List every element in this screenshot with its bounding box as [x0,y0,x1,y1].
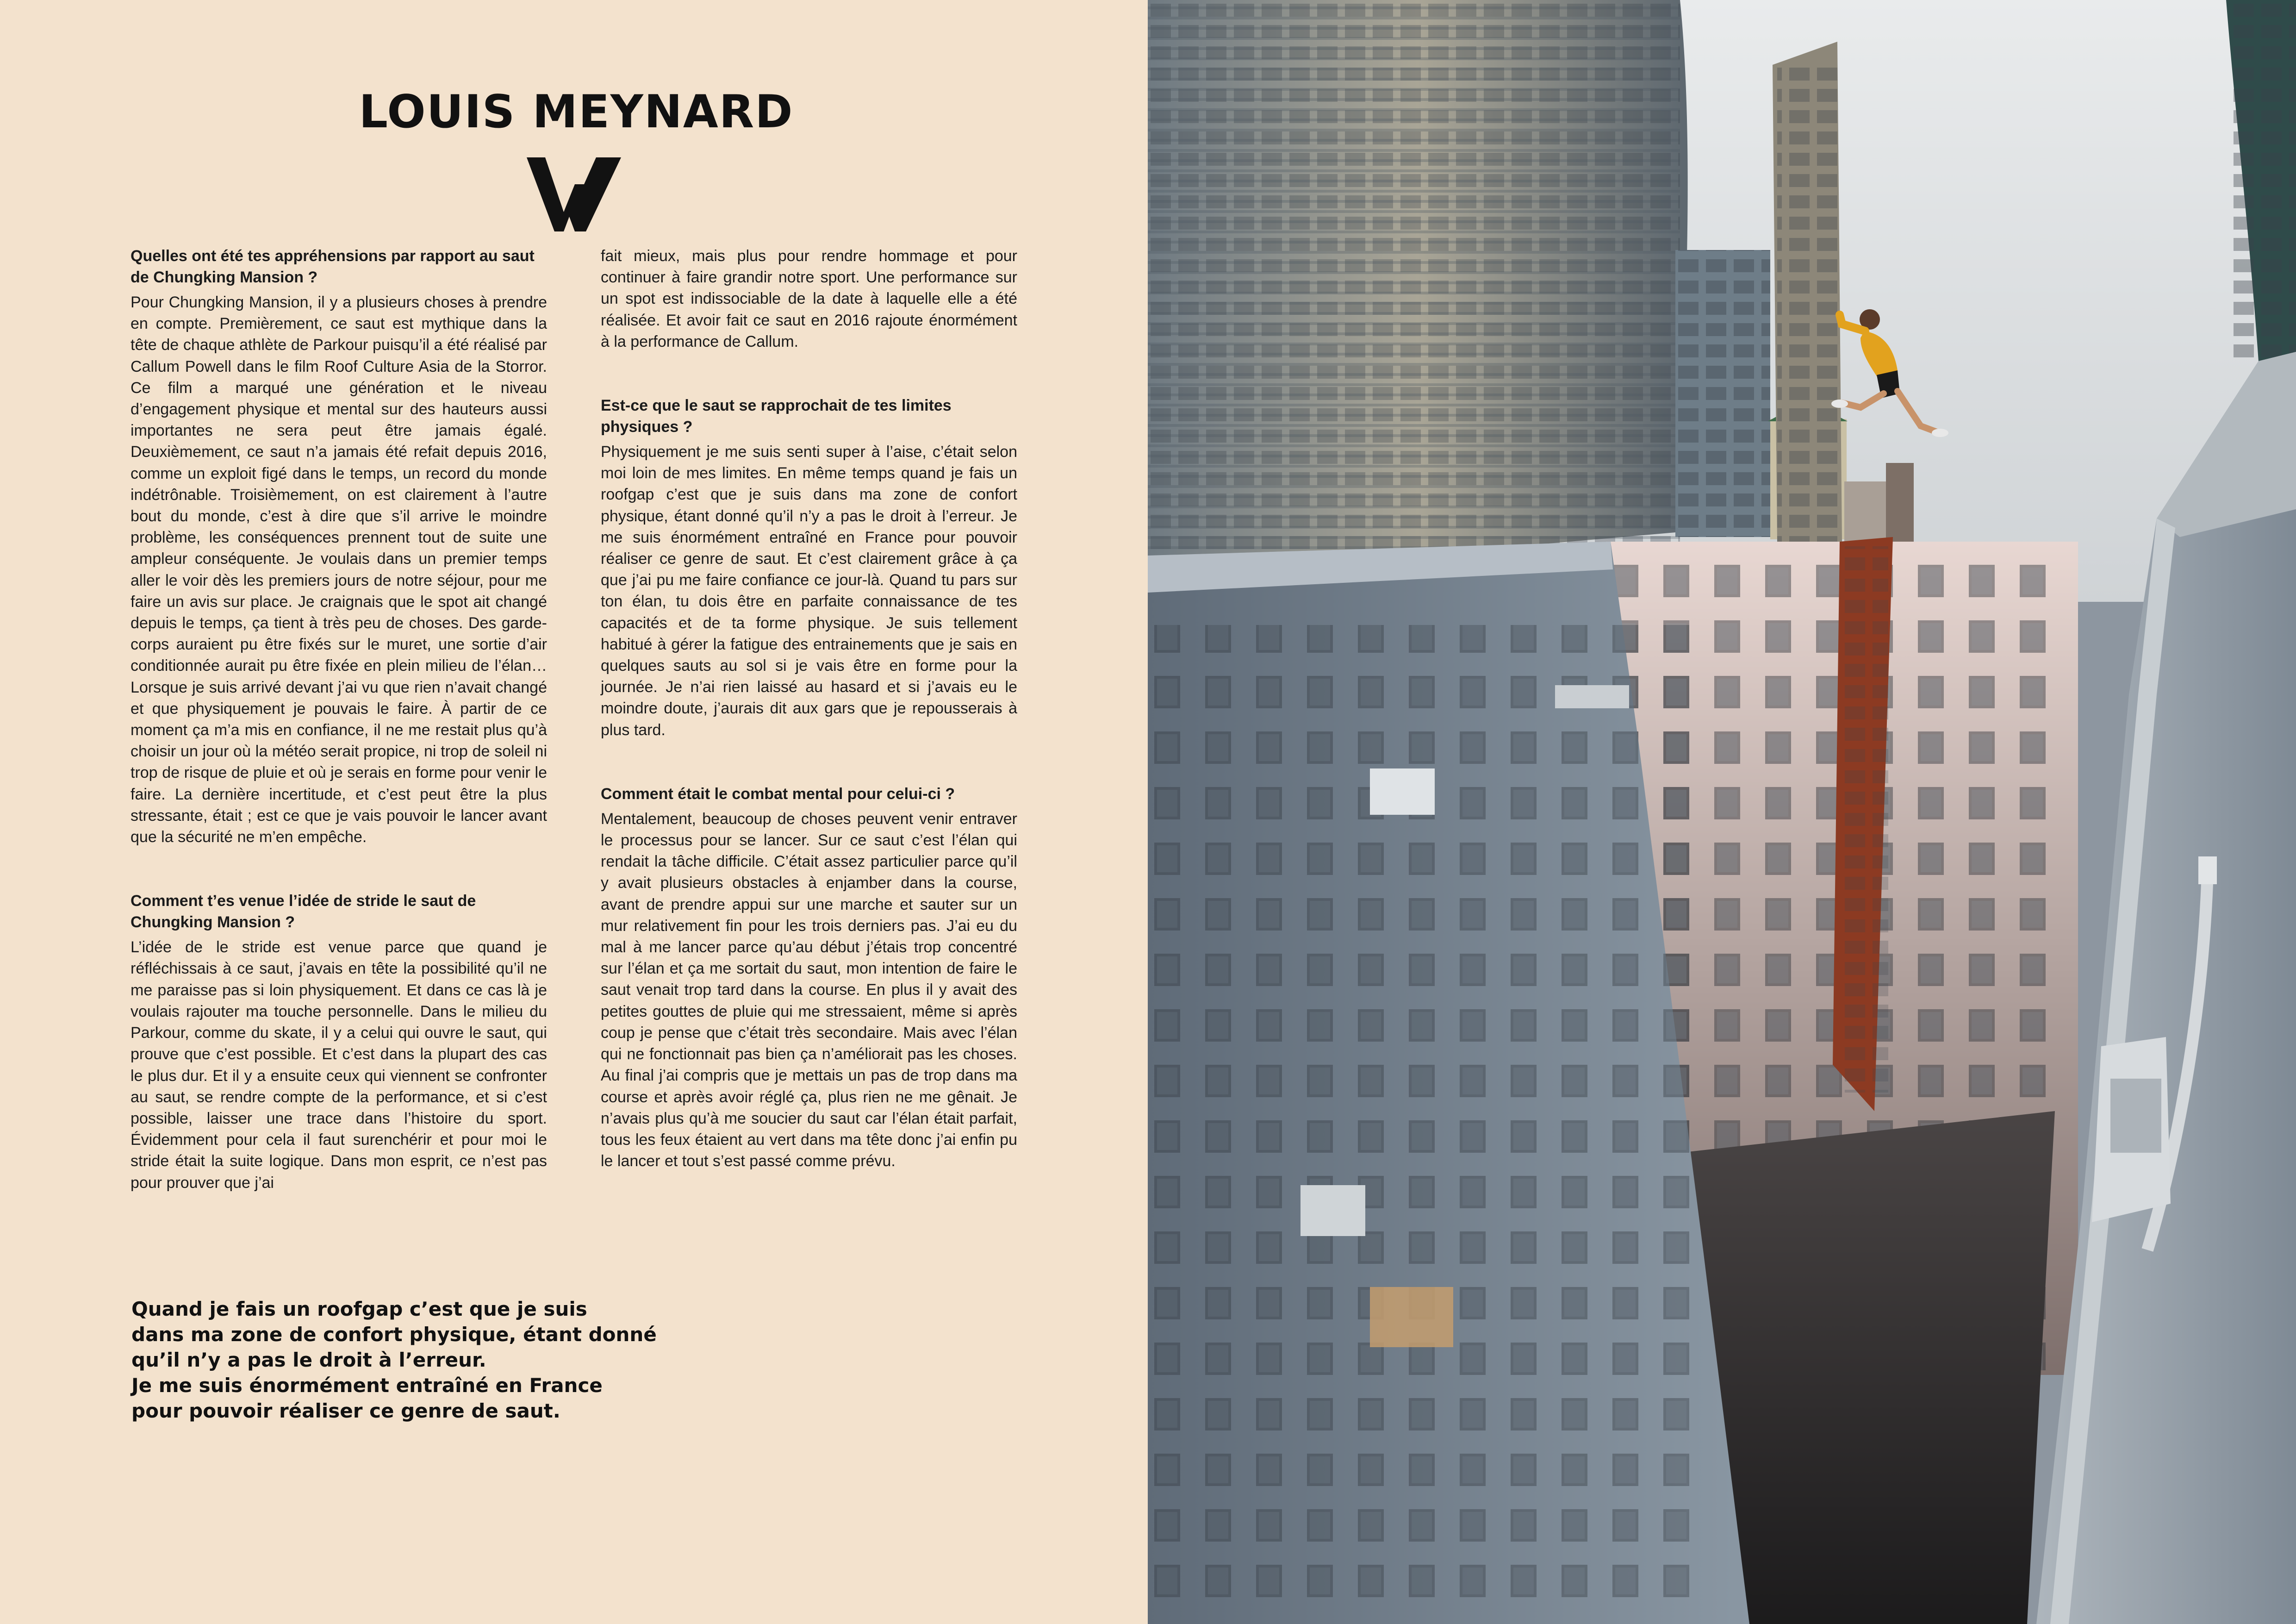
ac-unit [1370,768,1435,815]
w-logo-icon [527,157,621,231]
interview-question: Comment était le combat mental pour celui-ci ? [601,785,955,803]
photo-illustration [1148,0,2296,1624]
interview-answer: L’idée de le stride est venue parce que quand je réfléchissais à ce saut, j’avais en tête la possibilité qu’il ne me paraisse pas si loin physiquement. Et dans ce cas là je voulais rajouter ma touche personnelle. Dans le milieu du Parkour, comme du skate, il y a celui qui ouvre le saut, qui prouve que c’est possible. Et c’est dans la plupart des cas le plus dur. Et il y a ensuite ceux qui viennent se confronter au saut, se rendre compte de la performance, et si c’est possible, laisser une trace dans l’histoire du sport. Évidemment pour cela il faut surenchérir et pour moi le stride était la suite logique. Dans mon esprit, ce n’est pas pour prouver que j’ai [131,938,547,1192]
interview-answer: Physiquement je me suis senti super à l’aise, c’était selon moi loin de mes limites. En même temps quand je fais un roofgap c’est que je suis dans ma zone de confort physique, étant donné qu’il n’y a pas le droit à l’erreur. Je me suis énormément entraîné en France pour pouvoir réaliser ce genre de saut. Et c’est clairement grâce à ça que j’ai pu me faire confiance ce jour-là. Quand tu pars sur ton élan, tu dois être en parfaite connaissance de tes capacités et de ta forme physique. Je suis tellement habitué à gérer la fatigue des entrainements que je sais en quelques sauts au sol si je vais être en forme pour la journée. Je n’ai rien laissé au hasard et si j’avais eu le moindre doute, j’aurais dit aux gars que je repousserais à plus tard. [601,443,1017,739]
pull-quote-line: Quand je fais un roofgap c’est que je suis [131,1298,587,1320]
pull-quote [131,1296,678,1424]
interview-answer: Pour Chungking Mansion, il y a plusieurs choses à prendre en compte. Premièrement, ce saut est mythique dans la tête de chaque athlète de Parkour puisqu’il a été réalisé par Callum Powell dans le film Roof Culture Asia de la Storror. Ce film a marqué une génération et le niveau d’engagement physique et mental sur des hauteurs aussi importantes ne sera peut être jamais égalé. Deuxièmement, ce saut n’a jamais été refait depuis 2016, comme un exploit figé dans le temps, un record du monde indétrônable. Troisièmement, on est clairement à l’autre bout du monde, c’est à dire que s’il arrive le moindre problème, les conséquences prennent tout de suite une ampleur conséquente. Je voulais dans un premier temps aller le voir dès les premiers jours de notre séjour, pour me faire un avis sur place. Je craignais que le spot ait changé depuis le temps, ça tient à très peu de choses. Des garde-corps auraient pu être fixés sur le muret, une sortie d’air conditionnée aurait pu être fixée en plein milieu de l’élan… Lorsque je suis arrivé devant j’ai vu que rien n’avait changé et que physiquement je pouvais le faire. À partir de ce moment ça m’a mis en confiance, il ne me restait plus qu’à choisir un jour où la météo serait propice, ni trop de soleil ni trop de risque de pluie et où je serais en forme pour venir le faire. La dernière incertitude, et c’est peut être la plus stressante, était ; est ce que je vais pouvoir le lancer avant que la sécurité ne m’en empêche. [131,294,547,846]
text-column-left [131,245,547,1193]
ac-unit [1300,1185,1365,1236]
interview-question: Quelles ont été tes appréhensions par rapport au saut de Chungking Mansion ? [131,247,535,286]
pull-quote-line: qu’il n’y a pas le droit à l’erreur. [131,1349,486,1371]
pull-quote-line: dans ma zone de confort physique, étant donné [131,1323,657,1346]
interview-question: Comment t’es venue l’idée de stride le saut de Chungking Mansion ? [131,892,476,931]
pull-quote-line: Je me suis énormément entraîné en France [131,1374,603,1397]
pull-quote-line: pour pouvoir réaliser ce genre de saut. [131,1399,560,1422]
interview-question: Est-ce que le saut se rapprochait de tes limites physiques ? [601,397,952,436]
interview-answer-continued: fait mieux, mais plus pour rendre hommage et pour continuer à faire grandir notre sport. Une performance sur un spot est indissociable de la date à laquelle elle a été réalisée. Et avoir fait ce saut en 2016 rajoute énormément à la performance de Callum. [601,247,1017,350]
text-column-right [601,245,1017,1172]
page-title: LOUIS MEYNARD [359,86,794,138]
rooftop-jump-photo [1148,0,2296,1624]
interview-answer: Mentalement, beaucoup de choses peuvent venir entraver le processus pour se lancer. Sur ce saut c’est l’élan qui rendait la tâche difficile. C’était assez particulier parce qu’il y avait plusieurs obstacles à enjamber dans la course, avant de prendre appui sur une marche et sauter sur un mur relativement fin pour les trois derniers pas. J’ai eu du mal à me lancer parce qu’au début j’étais trop concentré sur l’élan et ça me sortait du saut, mon intention de faire le saut venait trop tard dans la course. En plus il y avait des petites gouttes de pluie qui me stressaient, même si après coup je pense que c’était très secondaire. Mais avec l’élan qui ne fonctionnait pas bien ça n’améliorait pas les choses. Au final j’ai compris que je mettais un pas de trop dans ma course et après avoir réglé ça, plus rien ne me gênait. Je n’avais plus qu’à me soucier du saut car l’élan était parfait, tous les feux étaient au vert dans ma tête donc j’ai enfin pu le lancer et tout s’est passé comme prévu. [601,810,1017,1170]
